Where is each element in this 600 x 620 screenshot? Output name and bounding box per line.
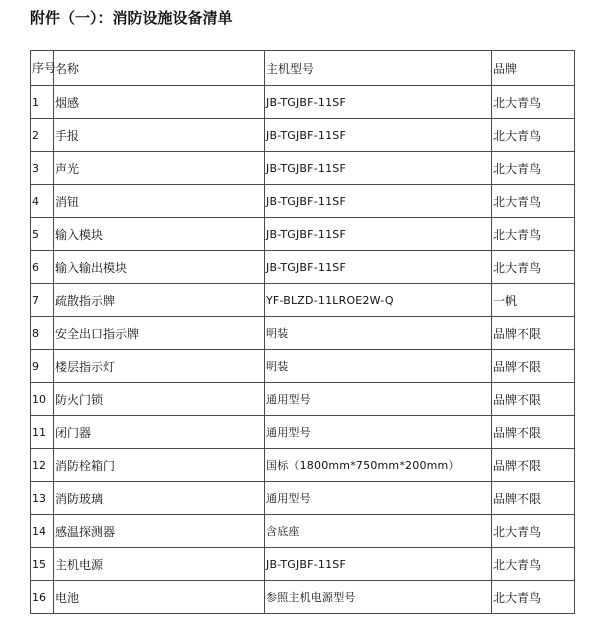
cell-name: 声光 xyxy=(54,152,265,185)
cell-brand: 北大青鸟 xyxy=(492,515,575,548)
cell-no: 6 xyxy=(31,251,54,284)
table-row xyxy=(31,185,575,218)
cell-model: JB-TGJBF-11SF xyxy=(265,86,492,119)
cell-brand: 品牌不限 xyxy=(492,482,575,515)
cell-name: 消防栓箱门 xyxy=(54,449,265,482)
cell-no: 11 xyxy=(31,416,54,449)
table-header-row xyxy=(31,51,575,86)
cell-no: 4 xyxy=(31,185,54,218)
cell-name: 疏散指示牌 xyxy=(54,284,265,317)
cell-model: 国标（1800mm*750mm*200mm） xyxy=(265,449,492,482)
cell-name: 烟感 xyxy=(54,86,265,119)
cell-model: 明装 xyxy=(265,350,492,383)
table-row xyxy=(31,449,575,482)
cell-name: 消防玻璃 xyxy=(54,482,265,515)
cell-name: 主机电源 xyxy=(54,548,265,581)
cell-no: 15 xyxy=(31,548,54,581)
cell-name: 闭门器 xyxy=(54,416,265,449)
cell-no: 3 xyxy=(31,152,54,185)
cell-no: 1 xyxy=(31,86,54,119)
cell-model: JB-TGJBF-11SF xyxy=(265,548,492,581)
cell-model: JB-TGJBF-11SF xyxy=(265,185,492,218)
cell-model: YF-BLZD-11LROE2W-Q xyxy=(265,284,492,317)
equipment-table xyxy=(30,50,575,614)
cell-brand: 北大青鸟 xyxy=(492,548,575,581)
table-row xyxy=(31,548,575,581)
cell-model: 通用型号 xyxy=(265,416,492,449)
cell-model: JB-TGJBF-11SF xyxy=(265,119,492,152)
cell-name: 楼层指示灯 xyxy=(54,350,265,383)
cell-name: 消钮 xyxy=(54,185,265,218)
cell-no: 9 xyxy=(31,350,54,383)
cell-brand: 北大青鸟 xyxy=(492,152,575,185)
cell-no: 12 xyxy=(31,449,54,482)
table-row xyxy=(31,416,575,449)
cell-no: 10 xyxy=(31,383,54,416)
cell-no: 7 xyxy=(31,284,54,317)
cell-name: 输入输出模块 xyxy=(54,251,265,284)
document-title: 附件（一）：消防设施设备清单 xyxy=(30,9,233,27)
cell-no: 14 xyxy=(31,515,54,548)
cell-model: 明装 xyxy=(265,317,492,350)
cell-model: JB-TGJBF-11SF xyxy=(265,152,492,185)
cell-name: 输入模块 xyxy=(54,218,265,251)
cell-brand: 北大青鸟 xyxy=(492,251,575,284)
cell-brand: 品牌不限 xyxy=(492,383,575,416)
table-row xyxy=(31,86,575,119)
table-row xyxy=(31,515,575,548)
cell-model: JB-TGJBF-11SF xyxy=(265,251,492,284)
header-brand: 品牌 xyxy=(492,51,575,86)
cell-brand: 品牌不限 xyxy=(492,317,575,350)
table-body xyxy=(31,86,575,614)
table-row xyxy=(31,119,575,152)
table-row xyxy=(31,350,575,383)
table-row xyxy=(31,284,575,317)
cell-no: 2 xyxy=(31,119,54,152)
header-name: 名称 xyxy=(54,51,265,86)
cell-no: 8 xyxy=(31,317,54,350)
table-row xyxy=(31,581,575,614)
table-row xyxy=(31,482,575,515)
cell-model: 含底座 xyxy=(265,515,492,548)
cell-brand: 一帆 xyxy=(492,284,575,317)
cell-model: 参照主机电源型号 xyxy=(265,581,492,614)
cell-no: 5 xyxy=(31,218,54,251)
header-model: 主机型号 xyxy=(265,51,492,86)
cell-brand: 品牌不限 xyxy=(492,416,575,449)
cell-brand: 品牌不限 xyxy=(492,449,575,482)
cell-model: JB-TGJBF-11SF xyxy=(265,218,492,251)
table-row xyxy=(31,383,575,416)
cell-brand: 北大青鸟 xyxy=(492,185,575,218)
cell-name: 感温探测器 xyxy=(54,515,265,548)
cell-no: 16 xyxy=(31,581,54,614)
cell-name: 手报 xyxy=(54,119,265,152)
cell-model: 通用型号 xyxy=(265,482,492,515)
header-no: 序号 xyxy=(31,51,54,86)
cell-brand: 北大青鸟 xyxy=(492,86,575,119)
cell-no: 13 xyxy=(31,482,54,515)
cell-name: 安全出口指示牌 xyxy=(54,317,265,350)
cell-brand: 北大青鸟 xyxy=(492,119,575,152)
table-row xyxy=(31,152,575,185)
cell-name: 电池 xyxy=(54,581,265,614)
table-row xyxy=(31,218,575,251)
cell-model: 通用型号 xyxy=(265,383,492,416)
table-row xyxy=(31,317,575,350)
cell-brand: 品牌不限 xyxy=(492,350,575,383)
table-row xyxy=(31,251,575,284)
cell-brand: 北大青鸟 xyxy=(492,218,575,251)
cell-name: 防火门锁 xyxy=(54,383,265,416)
cell-brand: 北大青鸟 xyxy=(492,581,575,614)
